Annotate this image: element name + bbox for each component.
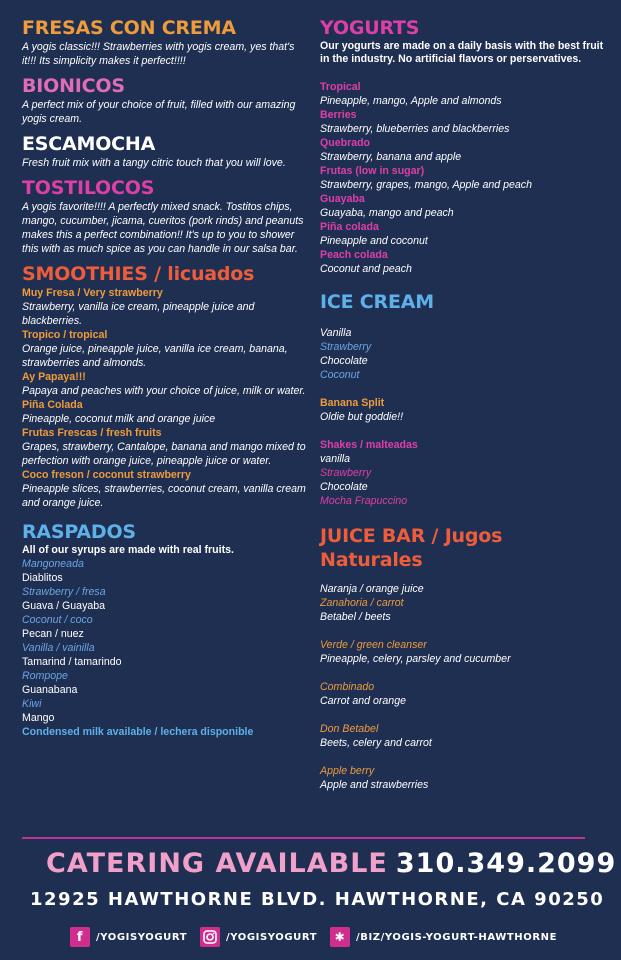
smoothie-desc: Orange juice, pineapple juice, vanilla ice cream, banana, strawberries and almonds.	[22, 343, 288, 369]
smoothie-item	[22, 286, 308, 328]
raspado-flavor: Vanilla / vainilla	[22, 642, 95, 654]
yogurt-name: Berries	[320, 109, 357, 121]
juice-name: Don Betabel	[320, 723, 379, 735]
escamocha-desc: Fresh fruit mix with a tangy citric touch that you will love.	[22, 157, 286, 169]
smoothies-section	[22, 262, 308, 510]
yogurt-name: Tropical	[320, 81, 361, 93]
yogurts-intro: Our yogurts are made on a daily basis with the best fruit in the industry. No artificial flavors or perservatives.	[320, 40, 604, 65]
yogurts-section	[320, 16, 605, 276]
yogurt-desc: Pineapple and coconut	[320, 235, 428, 247]
yelp-icon: ✱	[330, 927, 350, 947]
escamocha-section	[22, 132, 308, 170]
smoothie-item	[22, 426, 308, 468]
yogurt-item	[320, 248, 605, 276]
facebook-link[interactable]	[70, 927, 187, 947]
raspado-flavor: Coconut / coco	[22, 614, 93, 626]
banana-split-desc: Oldie but goddie!!	[320, 411, 404, 423]
smoothie-name: Muy Fresa / Very strawberry	[22, 287, 163, 299]
raspados-section	[22, 520, 308, 739]
raspado-flavor: Diablitos	[22, 572, 63, 584]
yogurt-desc: Strawberry, banana and apple	[320, 151, 462, 163]
smoothie-item	[22, 468, 308, 510]
smoothie-name: Coco freson / coconut strawberry	[22, 469, 191, 481]
yogurt-item	[320, 220, 605, 248]
smoothie-desc: Strawberry, vanilla ice cream, pineapple juice and blackberries.	[22, 301, 255, 327]
right-column	[320, 14, 605, 792]
yogurt-desc: Pineapple, mango, Apple and almonds	[320, 95, 502, 107]
smoothie-item	[22, 328, 308, 370]
smoothie-name: Frutas Frescas / fresh fruits	[22, 427, 162, 439]
smoothie-desc: Grapes, strawberry, Cantalope, banana and mango mixed to perfection with orange juice, pineapple juice or water.	[22, 441, 306, 467]
smoothie-name: Ay Papaya!!!	[22, 371, 86, 383]
raspado-flavor: Strawberry / fresa	[22, 586, 106, 598]
juice-item: Naranja / orange juice	[320, 583, 424, 595]
icecream-flavor: Strawberry	[320, 341, 372, 353]
tostilocos-section	[22, 176, 308, 256]
juice-name: Combinado	[320, 681, 375, 693]
smoothie-name: Tropico / tropical	[22, 329, 108, 341]
yogurt-name: Piña colada	[320, 221, 379, 233]
yogurt-desc: Strawberry, blueberries and blackberries	[320, 123, 510, 135]
icecream-flavor: Coconut	[320, 369, 360, 381]
juice-name: Verde / green cleanser	[320, 639, 427, 651]
yelp-handle: /BIZ/YOGIS-YOGURT-HAWTHORNE	[356, 931, 558, 943]
phone-number[interactable]: 310.349.2099	[395, 848, 617, 879]
icecream-title: ICE CREAM	[320, 291, 434, 313]
smoothie-item	[22, 370, 308, 398]
smoothie-desc: Pineapple, coconut milk and orange juice	[22, 413, 216, 425]
yogurt-name: Quebrado	[320, 137, 371, 149]
shake-flavor: Mocha Frapuccino	[320, 495, 408, 507]
escamocha-title: ESCAMOCHA	[22, 133, 156, 155]
yogurt-name: Peach colada	[320, 249, 388, 261]
juicebar-section	[320, 524, 605, 792]
juice-item: Betabel / beets	[320, 611, 391, 623]
shake-flavor: vanilla	[320, 453, 351, 465]
icecream-section	[320, 290, 605, 508]
yogurt-item	[320, 136, 605, 164]
raspado-flavor: Kiwi	[22, 698, 42, 710]
raspado-flavor: Tamarind / tamarindo	[22, 656, 122, 668]
facebook-icon: f	[70, 927, 90, 947]
instagram-icon	[200, 927, 220, 947]
shake-flavor: Strawberry	[320, 467, 372, 479]
juice-desc: Carrot and orange	[320, 695, 406, 707]
tostilocos-desc: A yogis favorite!!!! A perfectly mixed snack. Tostitos chips, mango, cucumber, jicama, cueritos (pork rinds) and peanuts makes this a perfect combination!! It's up to you to shower this with as much spice as you can handle in our salsa bar.	[22, 201, 304, 255]
raspado-flavor: Guava / Guayaba	[22, 600, 106, 612]
smoothie-item	[22, 398, 308, 426]
smoothie-name: Piña Colada	[22, 399, 83, 411]
raspado-flavor: Mangoneada	[22, 558, 84, 570]
raspado-flavor: Rompope	[22, 670, 68, 682]
raspados-intro: All of our syrups are made with real fruits.	[22, 544, 234, 556]
yogurt-name: Guayaba	[320, 193, 365, 205]
raspado-flavor: Guanabana	[22, 684, 78, 696]
shake-flavor: Chocolate	[320, 481, 368, 493]
address: 12925 HAWTHORNE BLVD. HAWTHORNE, CA 90250	[30, 889, 605, 910]
smoothie-desc: Pineapple slices, strawberries, coconut cream, vanilla cream and orange juice.	[22, 483, 306, 509]
bionicos-desc: A perfect mix of your choice of fruit, filled with our amazing yogis cream.	[22, 99, 296, 125]
icecream-flavor: Chocolate	[320, 355, 368, 367]
juice-desc: Apple and strawberries	[320, 779, 429, 791]
yogurt-desc: Guayaba, mango and peach	[320, 207, 454, 219]
yogurt-desc: Strawberry, grapes, mango, Apple and peach	[320, 179, 532, 191]
tostilocos-title: TOSTILOCOS	[22, 177, 155, 199]
yogurt-item	[320, 164, 605, 192]
left-column	[22, 14, 308, 739]
catering-text: CATERING AVAILABLE	[46, 848, 388, 879]
juice-name: Apple berry	[320, 765, 375, 777]
juicebar-title: JUICE BAR / Jugos Naturales	[320, 525, 503, 571]
banana-split-name: Banana Split	[320, 397, 385, 409]
smoothie-desc: Papaya and peaches with your choice of juice, milk or water.	[22, 385, 306, 397]
juice-item: Zanahoria / carrot	[320, 597, 404, 609]
fresas-desc: A yogis classic!!! Strawberries with yogis cream, yes that's it!!! Its simplicity makes it perfect!!!!	[22, 41, 295, 67]
footer-divider	[22, 837, 585, 839]
yogurt-item	[320, 192, 605, 220]
bionicos-section	[22, 74, 308, 126]
fresas-title: FRESAS CON CREMA	[22, 17, 236, 39]
fresas-section	[22, 16, 308, 68]
yogurt-item	[320, 80, 605, 108]
raspados-footer: Condensed milk available / lechera disponible	[22, 726, 254, 738]
catering-banner	[46, 848, 616, 879]
yogurt-desc: Coconut and peach	[320, 263, 412, 275]
yogurts-title: YOGURTS	[320, 17, 420, 39]
yogurt-name: Frutas (low in sugar)	[320, 165, 425, 177]
facebook-handle: /YOGISYOGURT	[96, 931, 188, 943]
smoothies-title: SMOOTHIES / licuados	[22, 263, 255, 285]
yogurt-item	[320, 108, 605, 136]
yelp-link[interactable]	[330, 927, 557, 947]
shakes-name: Shakes / malteadas	[320, 439, 418, 451]
raspados-title: RASPADOS	[22, 521, 136, 543]
juice-desc: Beets, celery and carrot	[320, 737, 432, 749]
instagram-link[interactable]	[200, 927, 317, 947]
icecream-flavor: Vanilla	[320, 327, 352, 339]
instagram-handle: /YOGISYOGURT	[226, 931, 318, 943]
juice-desc: Pineapple, celery, parsley and cucumber	[320, 653, 511, 665]
raspado-flavor: Mango	[22, 712, 55, 724]
raspado-flavor: Pecan / nuez	[22, 628, 84, 640]
bionicos-title: BIONICOS	[22, 75, 125, 97]
